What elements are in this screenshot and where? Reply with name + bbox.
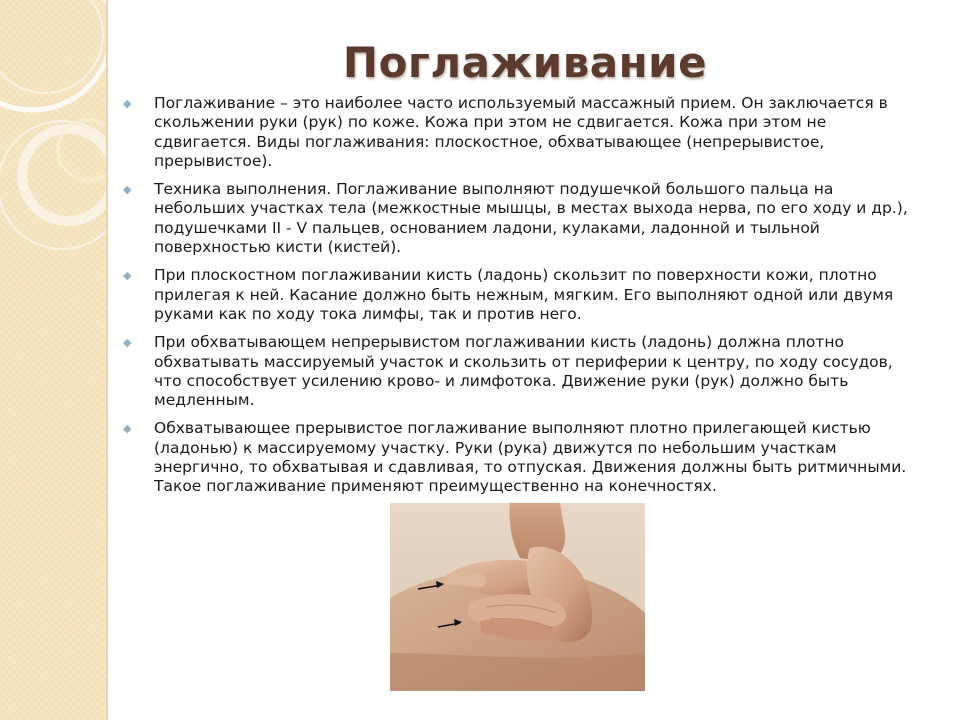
bullet-text: Поглаживание – это наиболее часто используемый массажный прием. Он заключается в скольжении руки (рук) по коже. Кожа при этом не сдвигается. Кожа при этом не сдвигается. Виды поглаживания: плоскостное, обхватывающее (непрерывистое, прерывистое). xyxy=(154,94,888,170)
side-band-divider xyxy=(106,0,108,720)
decorative-side-band xyxy=(0,0,108,720)
bullet-item xyxy=(120,419,920,496)
bullet-item xyxy=(120,333,920,410)
bullet-marker-icon: ◆ xyxy=(123,269,132,283)
bullet-text: Обхватывающее прерывистое поглаживание выполняют плотно прилегающей кистью (ладонью) к массируемому участку. Руки (рука) движутся по небольшим участкам энергично, то обхватывая и сдавливая, то отпуская. Движения должны быть ритмичными. Такое поглаживание применяют преимущественно на конечностях. xyxy=(154,419,907,496)
bullet-item xyxy=(120,94,920,171)
slide-title: Поглаживание xyxy=(342,38,708,87)
bullet-marker-icon: ◆ xyxy=(123,97,132,110)
bullet-marker-icon: ◆ xyxy=(123,183,132,197)
decorative-circles-icon xyxy=(0,0,108,300)
massage-hands-photo xyxy=(390,503,645,691)
bullet-marker-icon: ◆ xyxy=(123,336,132,350)
bullet-text: При плоскостном поглаживании кисть (ладонь) скользит по поверхности кожи, плотно прилегая к ней. Касание должно быть нежным, мягким. Его выполняют одной или двумя руками как по ходу тока лимфы, так и против него. xyxy=(154,266,894,323)
bullet-list xyxy=(120,94,920,506)
bullet-text: Техника выполнения. Поглаживание выполняют подушечкой большого пальца на небольших участках тела (межкостные мышцы, в местах выхода нерва, по его ходу и др.), подушечками II - V пальцев, основанием ладони, кулаками, ладонной и тыльной поверхностью кисти (кистей). xyxy=(154,180,908,257)
massage-hands-photo-icon xyxy=(390,503,645,691)
bullet-item xyxy=(120,180,920,257)
bullet-item xyxy=(120,266,920,324)
bullet-marker-icon: ◆ xyxy=(123,422,132,436)
bullet-text: При обхватывающем непрерывистом поглаживании кисть (ладонь) должна плотно обхватывать массируемый участок и скользить от периферии к центру, по ходу сосудов, что способствует усилению крово- и лимфотока. Движение руки (рук) должно быть медленным. xyxy=(154,333,893,410)
